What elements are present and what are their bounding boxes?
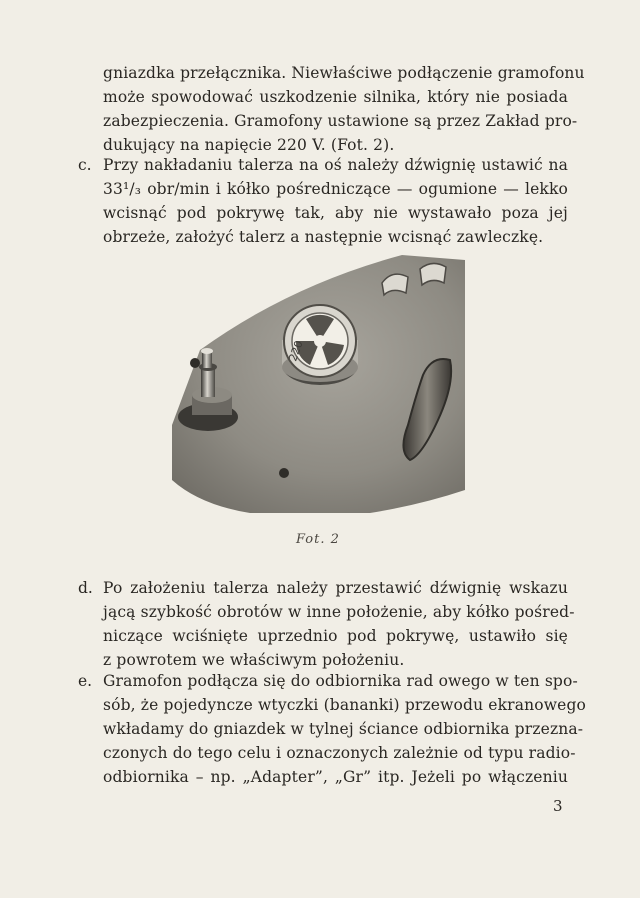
text-line: sób, że pojedyncze wtyczki (bananki) przewodu ekranowego (103, 696, 587, 714)
text-line: wcisnąć pod pokrywę tak, aby nie wystawało poza jej (103, 204, 568, 222)
text-line: odbiornika – np. „Adapter”, „Gr” itp. Jeżeli po włączeniu (103, 768, 568, 786)
mount-hole (279, 468, 289, 478)
figure-caption: Fot. 2 (296, 532, 340, 547)
item-c-paragraph (103, 153, 568, 249)
text-line: może spowodować uszkodzenie silnika, który nie posiada (103, 88, 568, 106)
text-line: zabezpieczenia. Gramofony ustawione są przez Zakład pro- (103, 112, 578, 130)
text-line: jącą szybkość obrotów w inne położenie, aby kółko pośred- (103, 603, 575, 621)
text-line: wkładamy do gniazdek w tylnej ściance odbiornika przezna- (103, 720, 584, 738)
list-marker-c: c. (78, 156, 92, 174)
text-line: gniazdka przełącznika. Niewłaściwe podłączenie gramofonu (103, 64, 585, 82)
text-line: obrzeże, założyć talerz a następnie wcisnąć zawleczkę. (103, 228, 544, 246)
list-marker-e: e. (78, 672, 93, 690)
text-line: niczące wciśnięte uprzednio pod pokrywę, ustawiło się (103, 627, 568, 645)
text-line: z powrotem we właściwym położeniu. (103, 651, 405, 669)
text-line: Gramofon podłącza się do odbiornika rad owego w ten spo- (103, 672, 578, 690)
intro-paragraph (103, 61, 585, 157)
text-line: dukujący na napięcie 220 V. (Fot. 2). (103, 136, 395, 154)
speed-knob (282, 305, 358, 385)
item-e-paragraph (103, 669, 587, 789)
turntable-photo (170, 255, 465, 518)
text-line: czonych do tego celu i oznaczonych zależnie od typu radio- (103, 744, 576, 762)
item-d-paragraph (103, 576, 575, 672)
list-marker-d: d. (78, 579, 93, 597)
text-line: Przy nakładaniu talerza na oś należy dźwignię ustawić na (103, 156, 568, 174)
page-number: 3 (553, 797, 563, 815)
text-line: Po założeniu talerza należy przestawić dźwignię wskazu (103, 579, 568, 597)
text-line: 33¹/₃ obr/min i kółko pośredniczące — ogumione — lekko (103, 180, 568, 198)
voltage-label: 220 (286, 338, 306, 364)
